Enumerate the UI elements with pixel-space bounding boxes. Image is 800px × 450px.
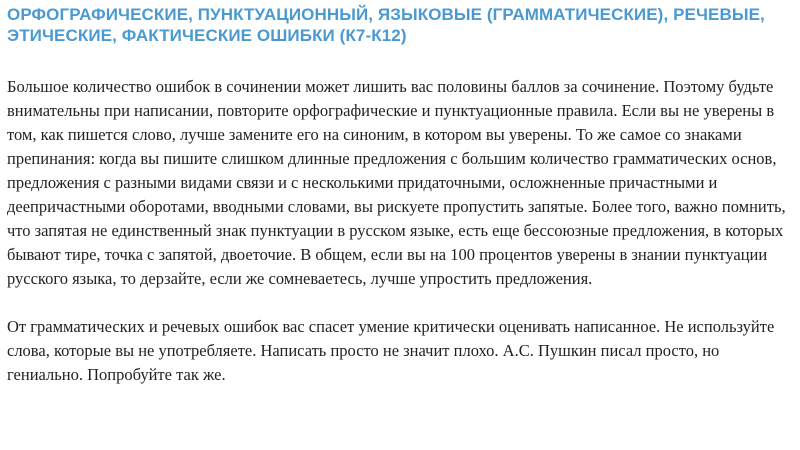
paragraph-errors-advice: Большое количество ошибок в сочинении может лишить вас половины баллов за сочинение. Поэтому будьте внимательны при написании, повторите орфографические и пунктуационные правила. Если вы не уверены в том, как пишется слово, лучше замените его на синоним, в котором вы уверены. То же самое со знаками препинания: когда вы пишите слишком длинные предложения с большим количество грамматических основ, предложения с разными видами связи и с несколькими придаточными, осложненные причастными и деепричастными оборотами, вводными словами, вы рискуете пропустить запятые. Более того, важно помнить, что запятая не единственный знак пунктуации в русском языке, есть еще бессоюзные предложения, в которых бывают тире, точка с запятой, двоеточие. В общем, если вы на 100 процентов уверены в знании пунктуации русского языка, то дерзайте, если же сомневаетесь, лучше упростить предложения.	[7, 77, 786, 288]
paragraph-critical-evaluation: От грамматических и речевых ошибок вас спасет умение критически оценивать написанное. Не используйте слова, которые вы не употребляете. Написать просто не значит плохо. А.С. Пушкин писал просто, но гениально. Попробуйте так же.	[7, 317, 775, 384]
paragraph-spacer	[7, 291, 793, 315]
slide-body	[7, 75, 793, 387]
slide-title: ОРФОГРАФИЧЕСКИЕ, ПУНКТУАЦИОННЫЙ, ЯЗЫКОВЫЕ (ГРАММАТИЧЕСКИЕ), РЕЧЕВЫЕ, ЭТИЧЕСКИЕ, ФАКТИЧЕСКИЕ ОШИБКИ (К7-К12)	[7, 5, 765, 45]
